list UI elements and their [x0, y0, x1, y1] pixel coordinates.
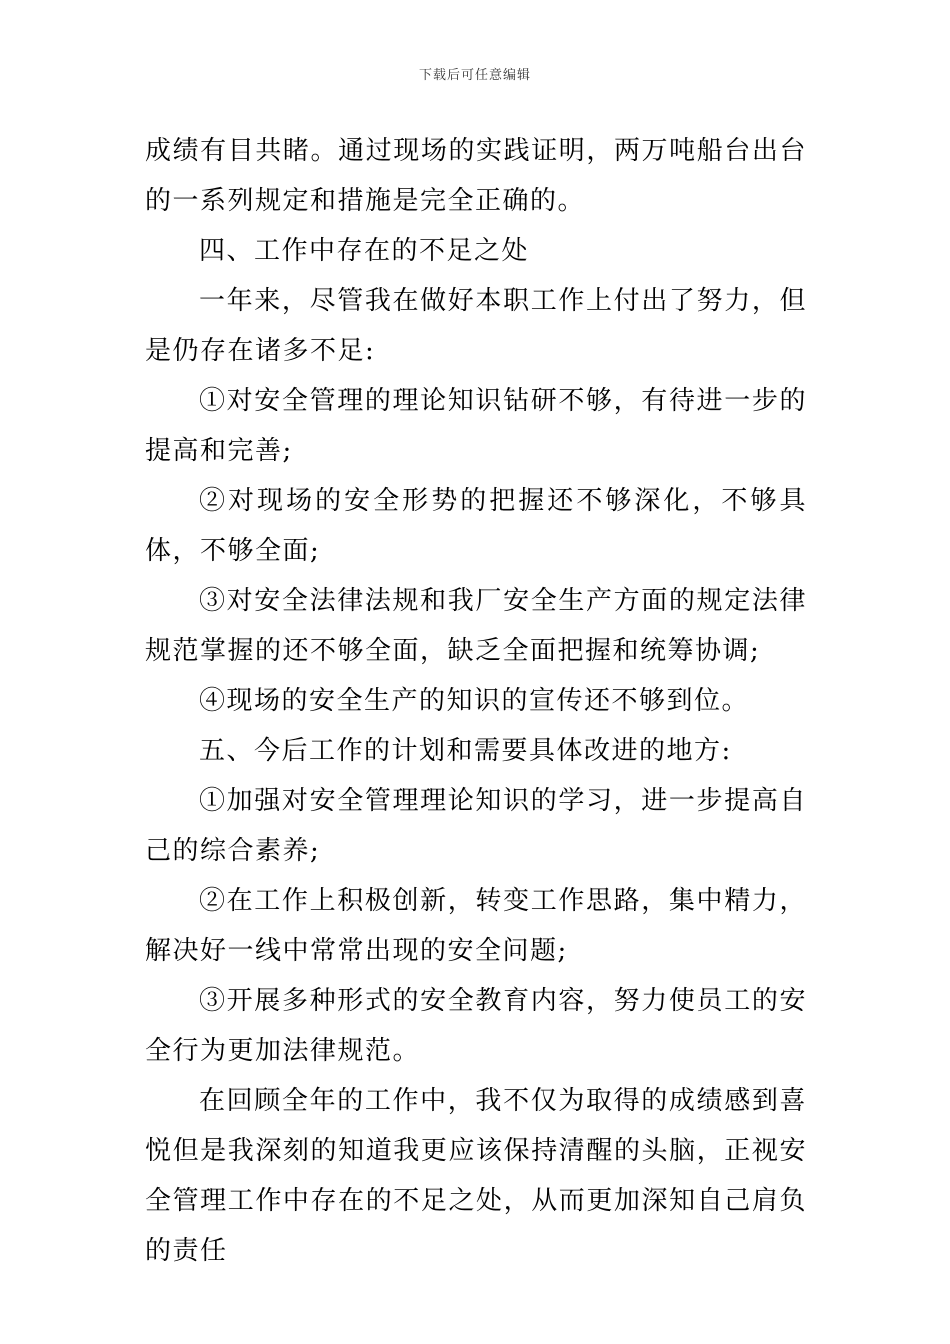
- document-body: [145, 126, 807, 1276]
- list-item-plan-3: ③开展多种形式的安全教育内容，努力使员工的安全行为更加法律规范。: [145, 986, 807, 1066]
- list-item-shortcoming-3: ③对安全法律法规和我厂安全生产方面的规定法律规范掌握的还不够全面，缺乏全面把握和统筹协调;: [145, 586, 807, 666]
- section-heading-future-plan: 五、今后工作的计划和需要具体改进的地方:: [199, 736, 732, 766]
- paragraph-continuation: 成绩有目共睹。通过现场的实践证明，两万吨船台出台的一系列规定和措施是完全正确的。: [145, 136, 807, 216]
- list-item-plan-1: ①加强对安全管理理论知识的学习，进一步提高自己的综合素养;: [145, 786, 807, 866]
- section-heading-shortcomings: 四、工作中存在的不足之处: [199, 236, 530, 266]
- list-item-shortcoming-4: ④现场的安全生产的知识的宣传还不够到位。: [199, 686, 750, 716]
- paragraph-shortcomings-intro: 一年来，尽管我在做好本职工作上付出了努力，但是仍存在诸多不足:: [145, 286, 807, 366]
- list-item-shortcoming-2: ②对现场的安全形势的把握还不够深化，不够具体，不够全面;: [145, 486, 807, 566]
- list-item-plan-2: ②在工作上积极创新，转变工作思路，集中精力，解决好一线中常常出现的安全问题;: [145, 886, 807, 966]
- list-item-shortcoming-1: ①对安全管理的理论知识钻研不够，有待进一步的提高和完善;: [145, 386, 807, 466]
- page-header-note: 下载后可任意编辑: [418, 68, 531, 83]
- paragraph-conclusion: 在回顾全年的工作中，我不仅为取得的成绩感到喜悦但是我深刻的知道我更应该保持清醒的头脑，正视安全管理工作中存在的不足之处，从而更加深知自己肩负的责任: [145, 1086, 807, 1266]
